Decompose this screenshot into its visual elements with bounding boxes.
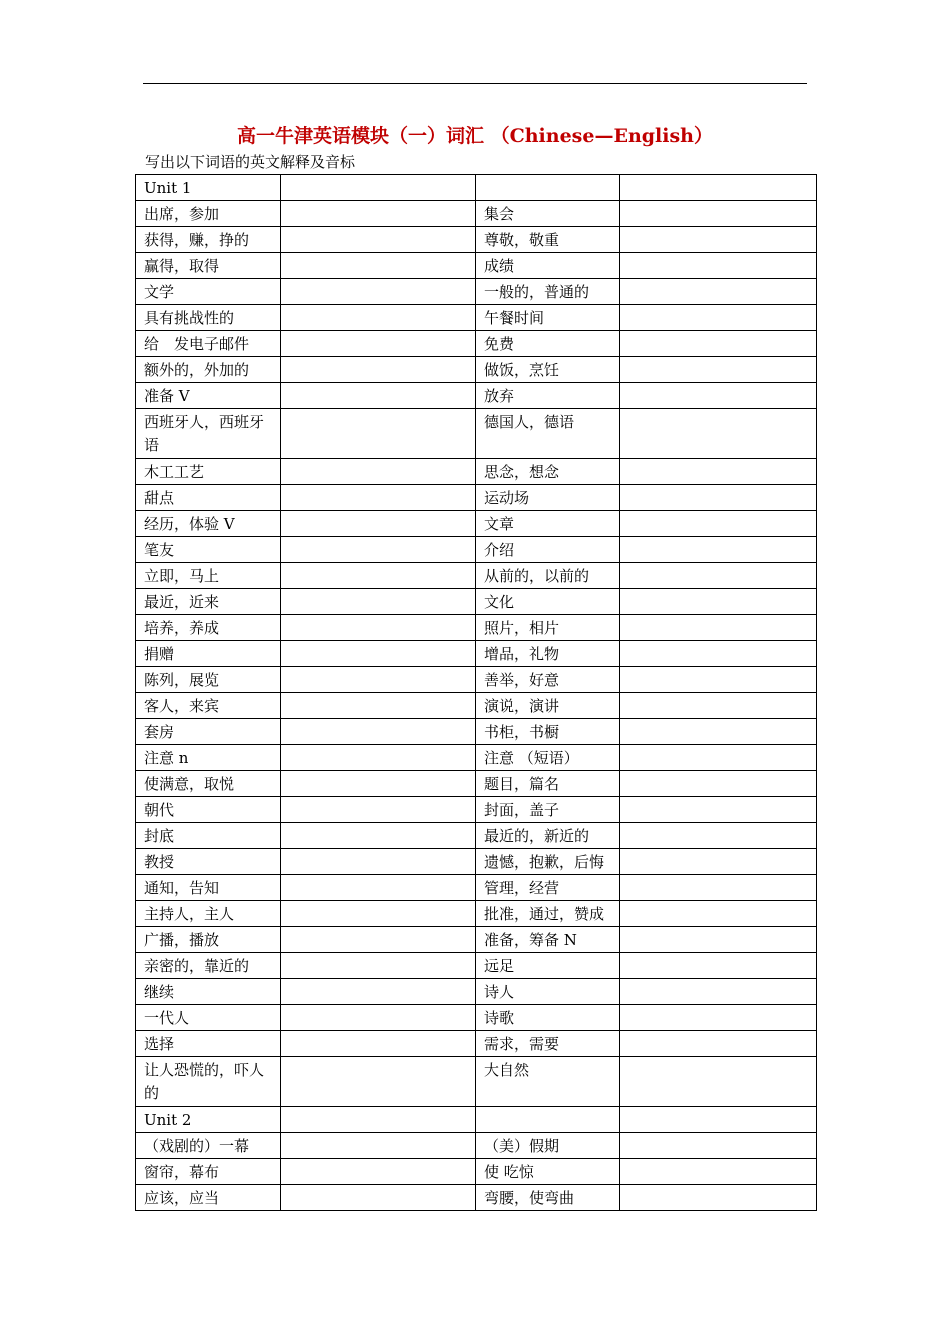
answer-cell[interactable] xyxy=(620,849,817,875)
table-row xyxy=(136,409,817,459)
answer-cell[interactable] xyxy=(281,875,476,901)
answer-cell[interactable] xyxy=(620,797,817,823)
chinese-term-cell: 一般的，普通的 xyxy=(476,279,620,305)
answer-cell[interactable] xyxy=(281,927,476,953)
chinese-term-cell: 经历，体验 V xyxy=(136,511,281,537)
page-title: 高一牛津英语模块（一）词汇 （Chinese—English） xyxy=(237,125,713,147)
table-row xyxy=(136,485,817,511)
answer-cell[interactable] xyxy=(281,797,476,823)
answer-cell[interactable] xyxy=(281,641,476,667)
table-row xyxy=(136,719,817,745)
answer-cell[interactable] xyxy=(281,1133,476,1159)
chinese-term-cell: 书柜，书橱 xyxy=(476,719,620,745)
chinese-term-cell: 教授 xyxy=(136,849,281,875)
answer-cell[interactable] xyxy=(281,383,476,409)
chinese-term-cell: 善举，好意 xyxy=(476,667,620,693)
chinese-term-cell: 出席，参加 xyxy=(136,201,281,227)
answer-cell[interactable] xyxy=(281,253,476,279)
chinese-term-cell: 窗帘，幕布 xyxy=(136,1159,281,1185)
answer-cell[interactable] xyxy=(281,771,476,797)
instructions: 写出以下词语的英文解释及音标 xyxy=(145,153,356,171)
answer-cell[interactable] xyxy=(620,383,817,409)
chinese-term-cell: 运动场 xyxy=(476,485,620,511)
table-row xyxy=(136,849,817,875)
answer-cell[interactable] xyxy=(281,459,476,485)
table-row xyxy=(136,357,817,383)
table-row xyxy=(136,797,817,823)
answer-cell[interactable] xyxy=(281,1031,476,1057)
answer-cell[interactable] xyxy=(620,641,817,667)
chinese-term-cell: 获得，赚，挣的 xyxy=(136,227,281,253)
chinese-term-cell: 封面，盖子 xyxy=(476,797,620,823)
answer-cell[interactable] xyxy=(620,979,817,1005)
chinese-term-cell: 注意 （短语） xyxy=(476,745,620,771)
answer-cell[interactable] xyxy=(281,279,476,305)
answer-cell[interactable] xyxy=(620,279,817,305)
table-row xyxy=(136,1159,817,1185)
table-row xyxy=(136,563,817,589)
answer-cell[interactable] xyxy=(620,305,817,331)
table-row xyxy=(136,1185,817,1211)
answer-cell[interactable] xyxy=(281,409,476,459)
chinese-term-cell: 客人，来宾 xyxy=(136,693,281,719)
chinese-term-cell: 尊敬，敬重 xyxy=(476,227,620,253)
answer-cell[interactable] xyxy=(620,175,817,201)
chinese-term-cell: （戏剧的）一幕 xyxy=(136,1133,281,1159)
answer-cell[interactable] xyxy=(281,615,476,641)
answer-cell[interactable] xyxy=(620,253,817,279)
chinese-term-cell: 增品，礼物 xyxy=(476,641,620,667)
table-row xyxy=(136,227,817,253)
answer-cell[interactable] xyxy=(620,485,817,511)
answer-cell[interactable] xyxy=(620,1159,817,1185)
answer-cell[interactable] xyxy=(620,745,817,771)
chinese-term-cell: 使 吃惊 xyxy=(476,1159,620,1185)
chinese-term-cell xyxy=(476,175,620,201)
table-row xyxy=(136,641,817,667)
chinese-term-cell: 使满意，取悦 xyxy=(136,771,281,797)
answer-cell[interactable] xyxy=(281,175,476,201)
answer-cell[interactable] xyxy=(620,563,817,589)
table-row xyxy=(136,331,817,357)
answer-cell[interactable] xyxy=(281,1005,476,1031)
answer-cell[interactable] xyxy=(281,1107,476,1133)
answer-cell[interactable] xyxy=(281,667,476,693)
chinese-term-cell: 给 发电子邮件 xyxy=(136,331,281,357)
chinese-term-cell: 文章 xyxy=(476,511,620,537)
chinese-term-cell: 准备，筹备 N xyxy=(476,927,620,953)
answer-cell[interactable] xyxy=(281,227,476,253)
answer-cell[interactable] xyxy=(281,201,476,227)
chinese-term-cell: 管理，经营 xyxy=(476,875,620,901)
table-row xyxy=(136,615,817,641)
chinese-term-cell: 放弃 xyxy=(476,383,620,409)
table-row xyxy=(136,1057,817,1107)
header-rule xyxy=(143,83,807,84)
chinese-term-cell: 额外的，外加的 xyxy=(136,357,281,383)
answer-cell[interactable] xyxy=(620,589,817,615)
answer-cell[interactable] xyxy=(281,485,476,511)
answer-cell[interactable] xyxy=(620,953,817,979)
answer-cell[interactable] xyxy=(620,1031,817,1057)
chinese-term-cell: 需求，需要 xyxy=(476,1031,620,1057)
answer-cell[interactable] xyxy=(620,823,817,849)
answer-cell[interactable] xyxy=(281,331,476,357)
table-row xyxy=(136,383,817,409)
chinese-term-cell: 广播，播放 xyxy=(136,927,281,953)
chinese-term-cell: 通知，告知 xyxy=(136,875,281,901)
chinese-term-cell: 一代人 xyxy=(136,1005,281,1031)
chinese-term-cell: 赢得，取得 xyxy=(136,253,281,279)
table-row xyxy=(136,693,817,719)
answer-cell[interactable] xyxy=(620,1057,817,1107)
answer-cell[interactable] xyxy=(281,537,476,563)
chinese-term-cell: 西班牙人，西班牙语 xyxy=(136,409,281,459)
answer-cell[interactable] xyxy=(620,201,817,227)
chinese-term-cell xyxy=(476,1107,620,1133)
answer-cell[interactable] xyxy=(620,667,817,693)
chinese-term-cell: 继续 xyxy=(136,979,281,1005)
answer-cell[interactable] xyxy=(281,1185,476,1211)
answer-cell[interactable] xyxy=(620,331,817,357)
chinese-term-cell: 具有挑战性的 xyxy=(136,305,281,331)
chinese-term-cell: 培养，养成 xyxy=(136,615,281,641)
answer-cell[interactable] xyxy=(281,511,476,537)
table-row xyxy=(136,927,817,953)
answer-cell[interactable] xyxy=(620,537,817,563)
answer-cell[interactable] xyxy=(281,1057,476,1107)
table-row xyxy=(136,1005,817,1031)
chinese-term-cell: 演说，演讲 xyxy=(476,693,620,719)
table-row xyxy=(136,1107,817,1133)
chinese-term-cell: 思念，想念 xyxy=(476,459,620,485)
chinese-term-cell: 午餐时间 xyxy=(476,305,620,331)
chinese-term-cell: 选择 xyxy=(136,1031,281,1057)
answer-cell[interactable] xyxy=(620,719,817,745)
chinese-term-cell: 从前的，以前的 xyxy=(476,563,620,589)
chinese-term-cell: 照片，相片 xyxy=(476,615,620,641)
chinese-term-cell: 遗憾，抱歉，后悔 xyxy=(476,849,620,875)
chinese-term-cell: 大自然 xyxy=(476,1057,620,1107)
chinese-term-cell: （美）假期 xyxy=(476,1133,620,1159)
answer-cell[interactable] xyxy=(281,563,476,589)
answer-cell[interactable] xyxy=(281,745,476,771)
answer-cell[interactable] xyxy=(620,771,817,797)
answer-cell[interactable] xyxy=(620,459,817,485)
table-row xyxy=(136,771,817,797)
answer-cell[interactable] xyxy=(620,1107,817,1133)
chinese-term-cell: 准备 V xyxy=(136,383,281,409)
table-row xyxy=(136,901,817,927)
answer-cell[interactable] xyxy=(620,511,817,537)
chinese-term-cell: 介绍 xyxy=(476,537,620,563)
answer-cell[interactable] xyxy=(281,719,476,745)
chinese-term-cell: 做饭，烹饪 xyxy=(476,357,620,383)
answer-cell[interactable] xyxy=(281,693,476,719)
chinese-term-cell: 木工工艺 xyxy=(136,459,281,485)
table-row xyxy=(136,511,817,537)
chinese-term-cell: 弯腰，使弯曲 xyxy=(476,1185,620,1211)
answer-cell[interactable] xyxy=(281,589,476,615)
chinese-term-cell: 德国人，德语 xyxy=(476,409,620,459)
chinese-term-cell: 注意 n xyxy=(136,745,281,771)
chinese-term-cell: 题目，篇名 xyxy=(476,771,620,797)
chinese-term-cell: 陈列，展览 xyxy=(136,667,281,693)
answer-cell[interactable] xyxy=(281,901,476,927)
answer-cell[interactable] xyxy=(281,1159,476,1185)
answer-cell[interactable] xyxy=(281,953,476,979)
chinese-term-cell: 文化 xyxy=(476,589,620,615)
chinese-term-cell: 诗歌 xyxy=(476,1005,620,1031)
table-row xyxy=(136,979,817,1005)
chinese-term-cell: 套房 xyxy=(136,719,281,745)
answer-cell[interactable] xyxy=(620,875,817,901)
chinese-term-cell: 亲密的，靠近的 xyxy=(136,953,281,979)
chinese-term-cell: 应该，应当 xyxy=(136,1185,281,1211)
answer-cell[interactable] xyxy=(620,927,817,953)
table-row xyxy=(136,745,817,771)
table-row xyxy=(136,875,817,901)
table-row xyxy=(136,305,817,331)
chinese-term-cell: Unit 2 xyxy=(136,1107,281,1133)
answer-cell[interactable] xyxy=(620,357,817,383)
chinese-term-cell: 让人恐慌的，吓人的 xyxy=(136,1057,281,1107)
table-row xyxy=(136,1133,817,1159)
answer-cell[interactable] xyxy=(620,693,817,719)
answer-cell[interactable] xyxy=(281,823,476,849)
table-row xyxy=(136,1031,817,1057)
table-row xyxy=(136,253,817,279)
answer-cell[interactable] xyxy=(281,305,476,331)
vocabulary-table xyxy=(135,174,817,1211)
chinese-term-cell: Unit 1 xyxy=(136,175,281,201)
table-row xyxy=(136,175,817,201)
chinese-term-cell: 朝代 xyxy=(136,797,281,823)
table-row xyxy=(136,279,817,305)
answer-cell[interactable] xyxy=(620,1005,817,1031)
table-row xyxy=(136,459,817,485)
chinese-term-cell: 最近，近来 xyxy=(136,589,281,615)
chinese-term-cell: 批准，通过，赞成 xyxy=(476,901,620,927)
chinese-term-cell: 集会 xyxy=(476,201,620,227)
chinese-term-cell: 成绩 xyxy=(476,253,620,279)
chinese-term-cell: 诗人 xyxy=(476,979,620,1005)
answer-cell[interactable] xyxy=(620,1133,817,1159)
table-row xyxy=(136,823,817,849)
chinese-term-cell: 最近的，新近的 xyxy=(476,823,620,849)
chinese-term-cell: 笔友 xyxy=(136,537,281,563)
answer-cell[interactable] xyxy=(620,409,817,459)
answer-cell[interactable] xyxy=(281,979,476,1005)
chinese-term-cell: 捐赠 xyxy=(136,641,281,667)
chinese-term-cell: 主持人，主人 xyxy=(136,901,281,927)
answer-cell[interactable] xyxy=(281,849,476,875)
chinese-term-cell: 甜点 xyxy=(136,485,281,511)
chinese-term-cell: 远足 xyxy=(476,953,620,979)
answer-cell[interactable] xyxy=(620,1185,817,1211)
answer-cell[interactable] xyxy=(620,227,817,253)
answer-cell[interactable] xyxy=(620,615,817,641)
table-row xyxy=(136,201,817,227)
chinese-term-cell: 文学 xyxy=(136,279,281,305)
answer-cell[interactable] xyxy=(281,357,476,383)
chinese-term-cell: 立即，马上 xyxy=(136,563,281,589)
answer-cell[interactable] xyxy=(620,901,817,927)
table-row xyxy=(136,953,817,979)
table-row xyxy=(136,667,817,693)
chinese-term-cell: 封底 xyxy=(136,823,281,849)
table-row xyxy=(136,589,817,615)
chinese-term-cell: 免费 xyxy=(476,331,620,357)
table-row xyxy=(136,537,817,563)
